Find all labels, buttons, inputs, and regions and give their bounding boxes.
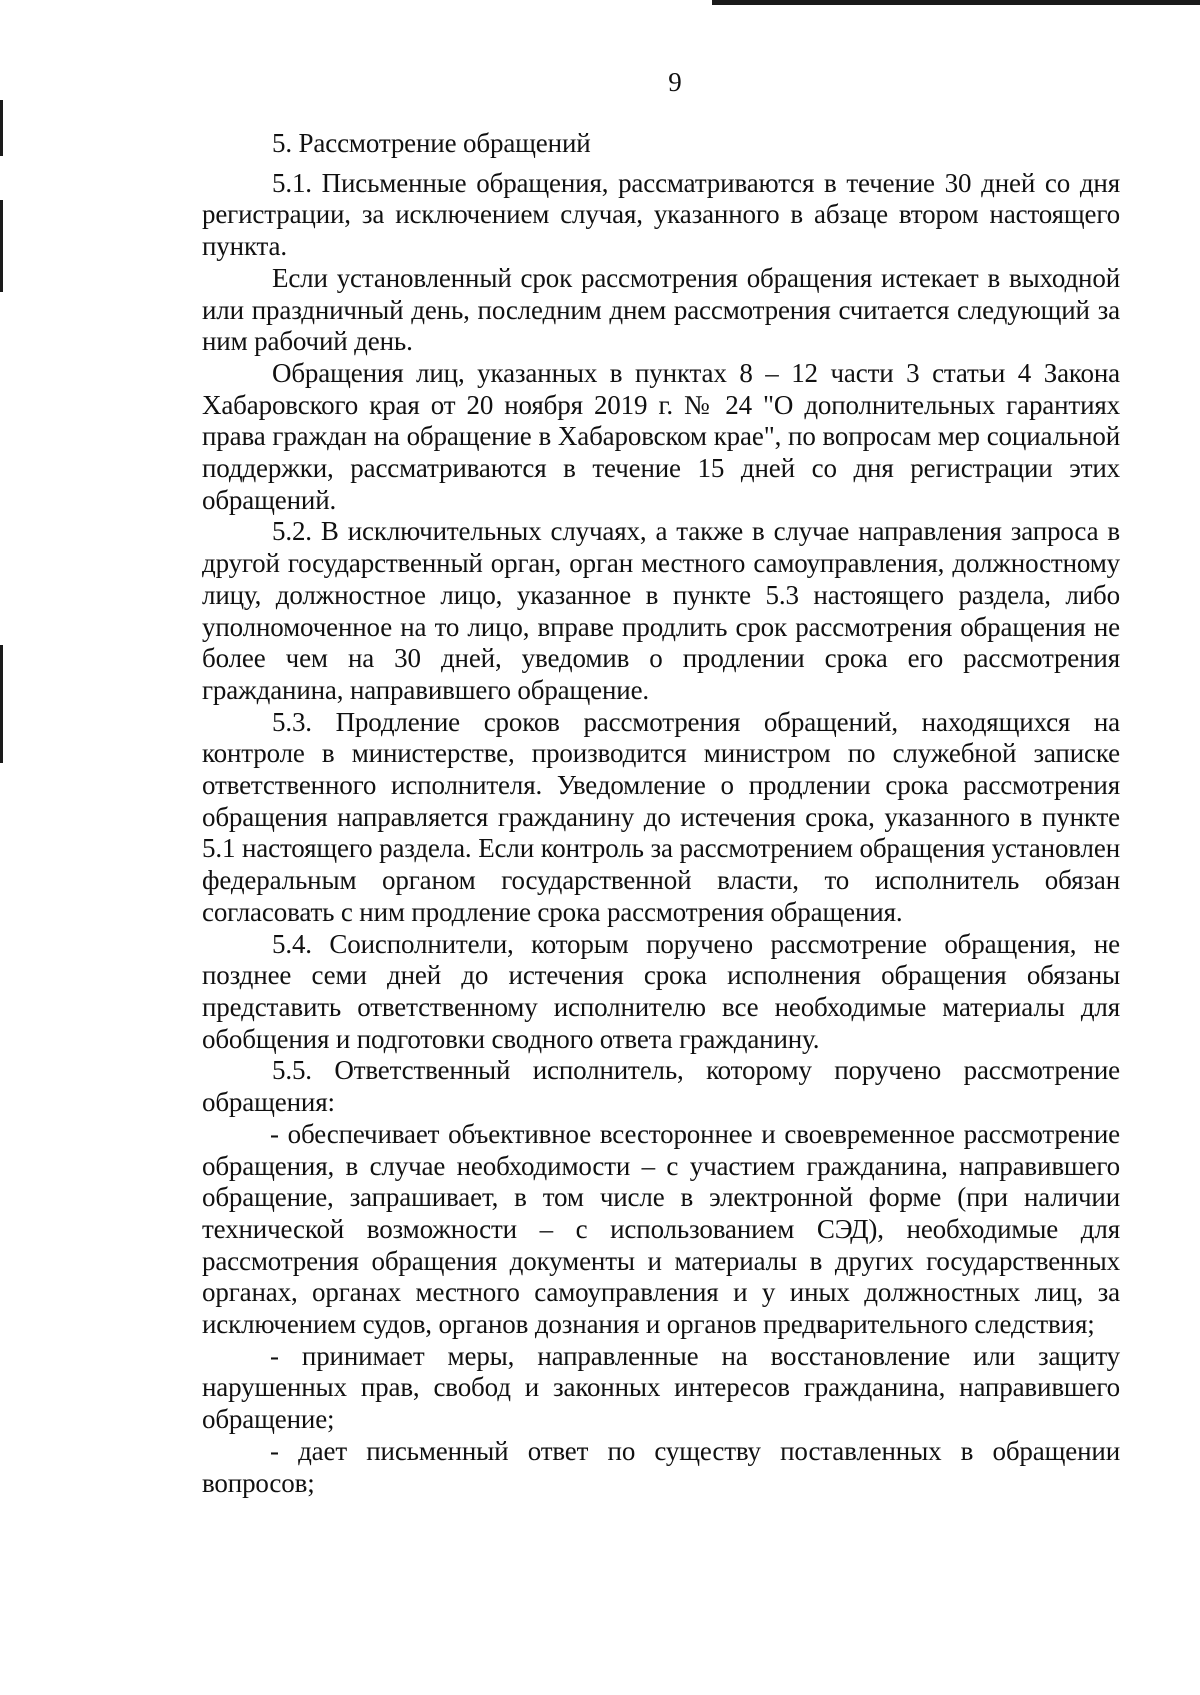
scan-edge-mark <box>0 200 3 292</box>
bullet-item: - принимает меры, направленные на восстановление или защиту нарушенных прав, свобод и законных интересов гражданина, направившего обращение; <box>202 1340 1120 1435</box>
paragraph: Если установленный срок рассмотрения обращения истекает в выходной или праздничный день, последним днем рассмотрения считается следующий за ним рабочий день. <box>202 262 1120 357</box>
section-heading: 5. Рассмотрение обращений <box>272 128 591 158</box>
bullet-item: - обеспечивает объективное всестороннее и своевременное рассмотрение обращения, в случае необходимости – с участием гражданина, направившего обращение, запрашивает, в том числе в электронной форме (при наличии технической возможности – с использованием СЭД), необходимые для рассмотрения обращения документы и материалы в других государственных органах, органах местного самоуправления и у иных должностных лиц, за исключением судов, органов дознания и органов предварительного следствия; <box>202 1118 1120 1340</box>
scan-edge-mark <box>0 100 3 156</box>
document-body <box>202 118 1120 1499</box>
scan-edge-mark <box>0 645 3 763</box>
page-number: 9 <box>668 67 682 97</box>
paragraph: 5.1. Письменные обращения, рассматриваются в течение 30 дней со дня регистрации, за исключением случая, указанного в абзаце втором настоящего пункта. <box>202 167 1120 262</box>
paragraph: 5.2. В исключительных случаях, а также в случае направления запроса в другой государственный орган, орган местного самоуправления, должностному лицу, должностное лицо, указанное в пункте 5.3 настоящего раздела, либо уполномоченное на то лицо, вправе продлить срок рассмотрения обращения не более чем на 30 дней, уведомив о продлении срока его рассмотрения гражданина, направившего обращение. <box>202 516 1120 705</box>
paragraph: 5.4. Соисполнители, которым поручено рассмотрение обращения, не позднее семи дней до истечения срока исполнения обращения обязаны представить ответственному исполнителю все необходимые материалы для обобщения и подготовки сводного ответа гражданину. <box>202 928 1120 1054</box>
paragraph: 5.5. Ответственный исполнитель, которому поручено рассмотрение обращения: <box>202 1055 1120 1118</box>
paragraph: Обращения лиц, указанных в пунктах 8 – 12 части 3 статьи 4 Закона Хабаровского края от 20 ноября 2019 г. № 24 "О дополнительных гарантиях права граждан на обращение в Хабаровском крае", по вопросам мер социальной поддержки, рассматриваются в течение 15 дней со дня регистрации этих обращений. <box>202 357 1120 515</box>
scan-top-rule <box>712 0 1200 5</box>
bullet-item: - дает письменный ответ по существу поставленных в обращении вопросов; <box>202 1435 1120 1498</box>
paragraph: 5.3. Продление сроков рассмотрения обращений, находящихся на контроле в министерстве, производится министром по служебной записке ответственного исполнителя. Уведомление о продлении срока рассмотрения обращения направляется гражданину до истечения срока, указанного в пункте 5.1 настоящего раздела. Если контроль за рассмотрением обращения установлен федеральным органом государственной власти, то исполнитель обязан согласовать с ним продление срока рассмотрения обращения. <box>202 706 1120 927</box>
